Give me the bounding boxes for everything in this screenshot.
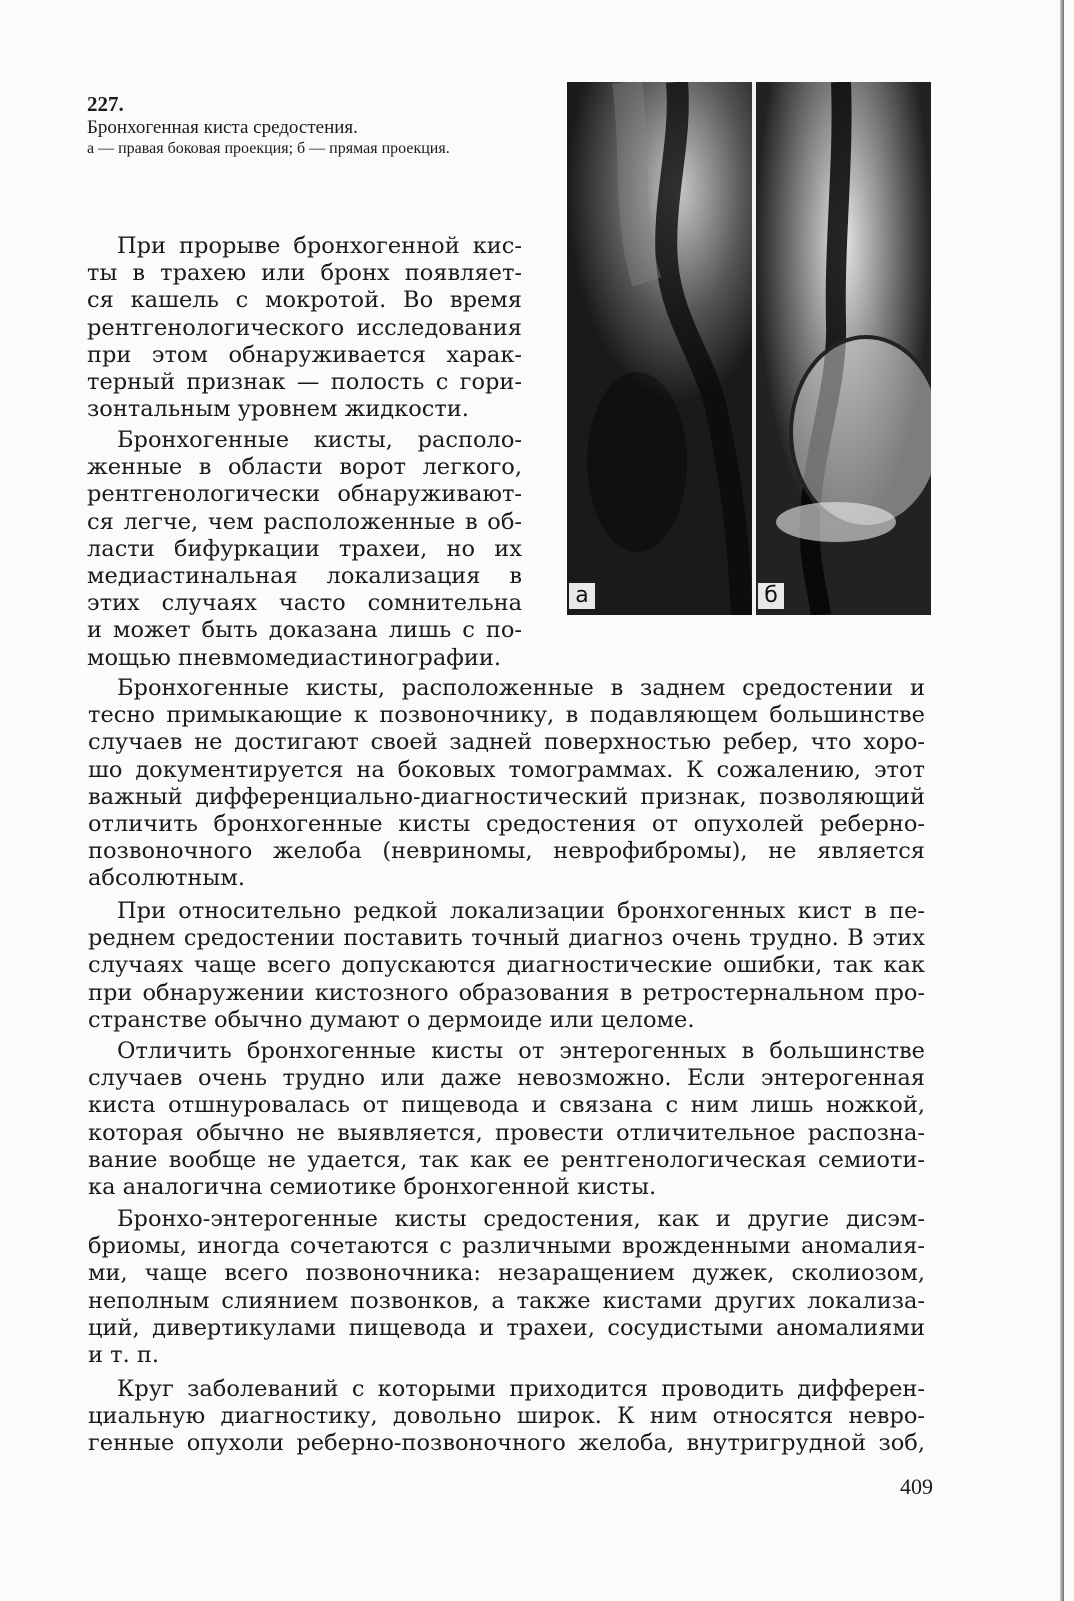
text-line: мощью пневмомедиастинографии. [87, 644, 502, 671]
text-line: отличить бронхогенные кисты средостения от опухолей реберно- [88, 811, 925, 838]
text-line: зонтальным уровнем жидкости. [87, 396, 469, 423]
xray-b-image [756, 82, 931, 615]
text-line: ся легче, чем расположенные в об- [87, 508, 522, 535]
paragraph-1 [87, 233, 522, 423]
text-line: шо документируется на боковых томограммах. К сожалению, этот [88, 756, 925, 783]
text-line: Круг заболеваний с которыми приходится проводить дифферен- [117, 1376, 925, 1402]
paragraph-6 [88, 1206, 925, 1369]
figure-title: Бронхогенная киста средостения. [87, 117, 358, 138]
text-line: и может быть доказана лишь с по- [87, 617, 522, 644]
text-line: случаях чаще всего допускаются диагностические ошибки, так как [88, 952, 925, 979]
text-line: ты в трахею или бронх появляет- [87, 260, 522, 287]
text-line: странстве обычно думают о дермоиде или целоме. [88, 1006, 695, 1033]
text-line: рентгенологического исследования [87, 314, 522, 341]
text-line: рентгенологически обнаруживают- [87, 481, 522, 508]
text-line: позвоночного желоба (невриномы, неврофибромы), не является [88, 838, 925, 865]
text-line: и т. п. [88, 1342, 160, 1369]
text-line: вание вообще не удается, так как ее рентгенологическая семиоти- [88, 1146, 925, 1173]
text-line: Отличить бронхогенные кисты от энтерогенных в большинстве [117, 1038, 925, 1064]
panel-a-label: а [569, 583, 595, 609]
text-line: ся кашель с мокротой. Во время [87, 287, 522, 314]
text-line: бриомы, иногда сочетаются с различными врожденными аномалия- [88, 1233, 925, 1260]
text-line: при этом обнаруживается харак- [87, 341, 522, 368]
panel-b-label: б [758, 583, 784, 609]
figure-legend: а — правая боковая проекция; б — прямая проекция. [87, 140, 450, 157]
text-line: При относительно редкой локализации бронхогенных кист в пе- [117, 898, 925, 924]
text-line: при обнаружении кистозного образования в ретростернальном про- [88, 979, 925, 1006]
xray-panel-b [756, 82, 931, 615]
text-line: циальную диагностику, довольно широк. К ним относятся невро- [88, 1403, 925, 1430]
text-line: случаев очень трудно или даже невозможно. Если энтерогенная [88, 1065, 925, 1092]
text-line: киста отшнуровалась от пищевода и связана с ним лишь ножкой, [88, 1092, 925, 1119]
text-line: ций, дивертикулами пищевода и трахеи, сосудистыми аномалиями [88, 1314, 925, 1341]
paragraph-2 [87, 427, 522, 672]
text-line: тесно примыкающие к позвоночнику, в подавляющем большинстве [88, 702, 925, 729]
text-line: ка аналогична семиотике бронхогенной кисты. [88, 1174, 657, 1201]
text-line: абсолютным. [88, 865, 245, 892]
text-line: которая обычно не выявляется, провести отличительное распозна- [88, 1119, 925, 1146]
text-line: важный дифференциально-диагностический признак, позволяющий [88, 783, 925, 810]
text-line: женные в области ворот легкого, [87, 454, 522, 481]
paragraph-4 [88, 898, 925, 1034]
text-line: случаев не достигают своей задней поверхностью ребер, что хоро- [88, 729, 925, 756]
text-line: Бронхогенные кисты, располо- [117, 427, 522, 453]
page-number: 409 [900, 1474, 933, 1499]
figure-number: 227. [87, 92, 124, 116]
text-line: Бронхогенные кисты, расположенные в заднем средостении и [117, 675, 925, 701]
text-line: При прорыве бронхогенной кис- [117, 233, 522, 259]
text-line: неполным слиянием позвонков, а также кистами других локализа- [88, 1287, 925, 1314]
text-line: ми, чаще всего позвоночника: незаращением дужек, сколиозом, [88, 1260, 925, 1287]
xray-panel-a [567, 82, 752, 615]
text-line: этих случаях часто сомнительна [87, 590, 522, 617]
page-edge [1060, 0, 1064, 1601]
text-line: медиастинальная локализация в [87, 563, 522, 590]
text-line: терный признак — полость с гори- [87, 369, 522, 396]
text-line: генные опухоли реберно-позвоночного желоба, внутригрудной зоб, [88, 1430, 925, 1457]
text-line: реднем средостении поставить точный диагноз очень трудно. В этих [88, 925, 925, 952]
paragraph-3 [88, 675, 925, 893]
paragraph-5 [88, 1038, 925, 1201]
text-line: ласти бифуркации трахеи, но их [87, 535, 522, 562]
text-line: Бронхо-энтерогенные кисты средостения, как и другие дисэм- [117, 1206, 925, 1232]
figure-caption [87, 92, 537, 157]
xray-a-image [567, 82, 752, 615]
paragraph-7 [88, 1376, 925, 1458]
xray-figure [567, 82, 931, 615]
